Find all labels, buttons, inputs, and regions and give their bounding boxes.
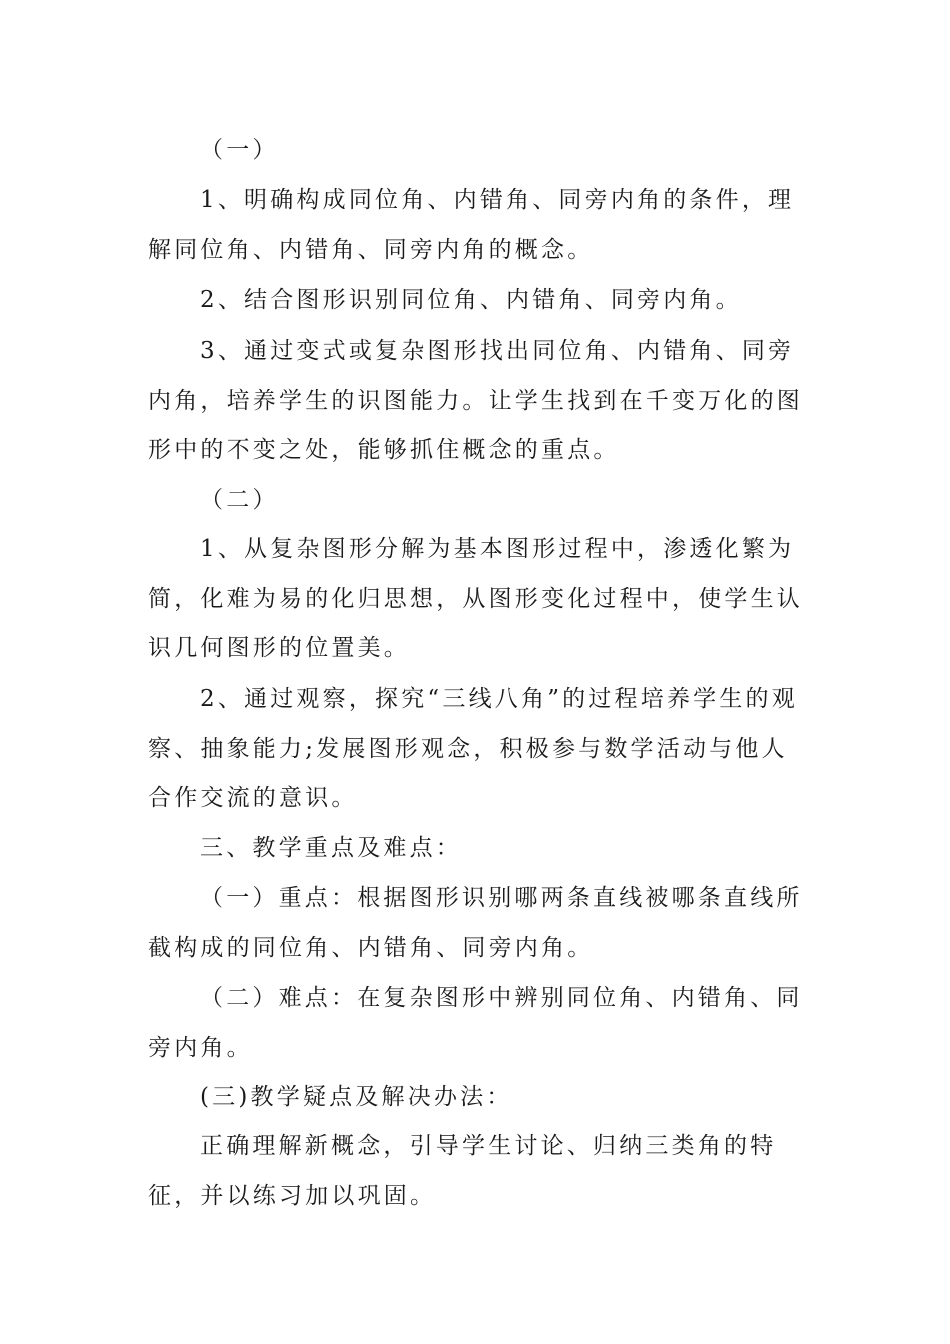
- key-points-heading: 三、教学重点及难点：: [200, 835, 462, 861]
- key-point-paragraph: （一）重点：根据图形识别哪两条直线被哪条直线所截构成的同位角、内错角、同旁内角。: [148, 885, 803, 961]
- ability-paragraph-2: 2、通过观察，探究“三线八角”的过程培养学生的观察、抽象能力;发展图形观念，积极参与数学活动与他人合作交流的意识。: [148, 686, 798, 811]
- solution-paragraph: 正确理解新概念，引导学生讨论、归纳三类角的特征，并以练习加以巩固。: [148, 1133, 777, 1209]
- doubt-heading: (三)教学疑点及解决办法：: [200, 1084, 513, 1110]
- difficulty-paragraph: （二）难点：在复杂图形中辨别同位角、内错角、同旁内角。: [148, 985, 803, 1061]
- objective-paragraph-3: 3、通过变式或复杂图形找出同位角、内错角、同旁内角，培养学生的识图能力。让学生找到在千变万化的图形中的不变之处，能够抓住概念的重点。: [148, 338, 803, 463]
- objective-paragraph-1: 1、明确构成同位角、内错角、同旁内角的条件，理解同位角、内错角、同旁内角的概念。: [148, 187, 795, 263]
- section-heading-one: （一）: [200, 137, 279, 163]
- ability-paragraph-1: 1、从复杂图形分解为基本图形过程中，渗透化繁为简，化难为易的化归思想，从图形变化过程中，使学生认识几何图形的位置美。: [148, 536, 803, 661]
- objective-paragraph-2: 2、结合图形识别同位角、内错角、同旁内角。: [200, 287, 742, 313]
- section-heading-two: （二）: [200, 487, 279, 513]
